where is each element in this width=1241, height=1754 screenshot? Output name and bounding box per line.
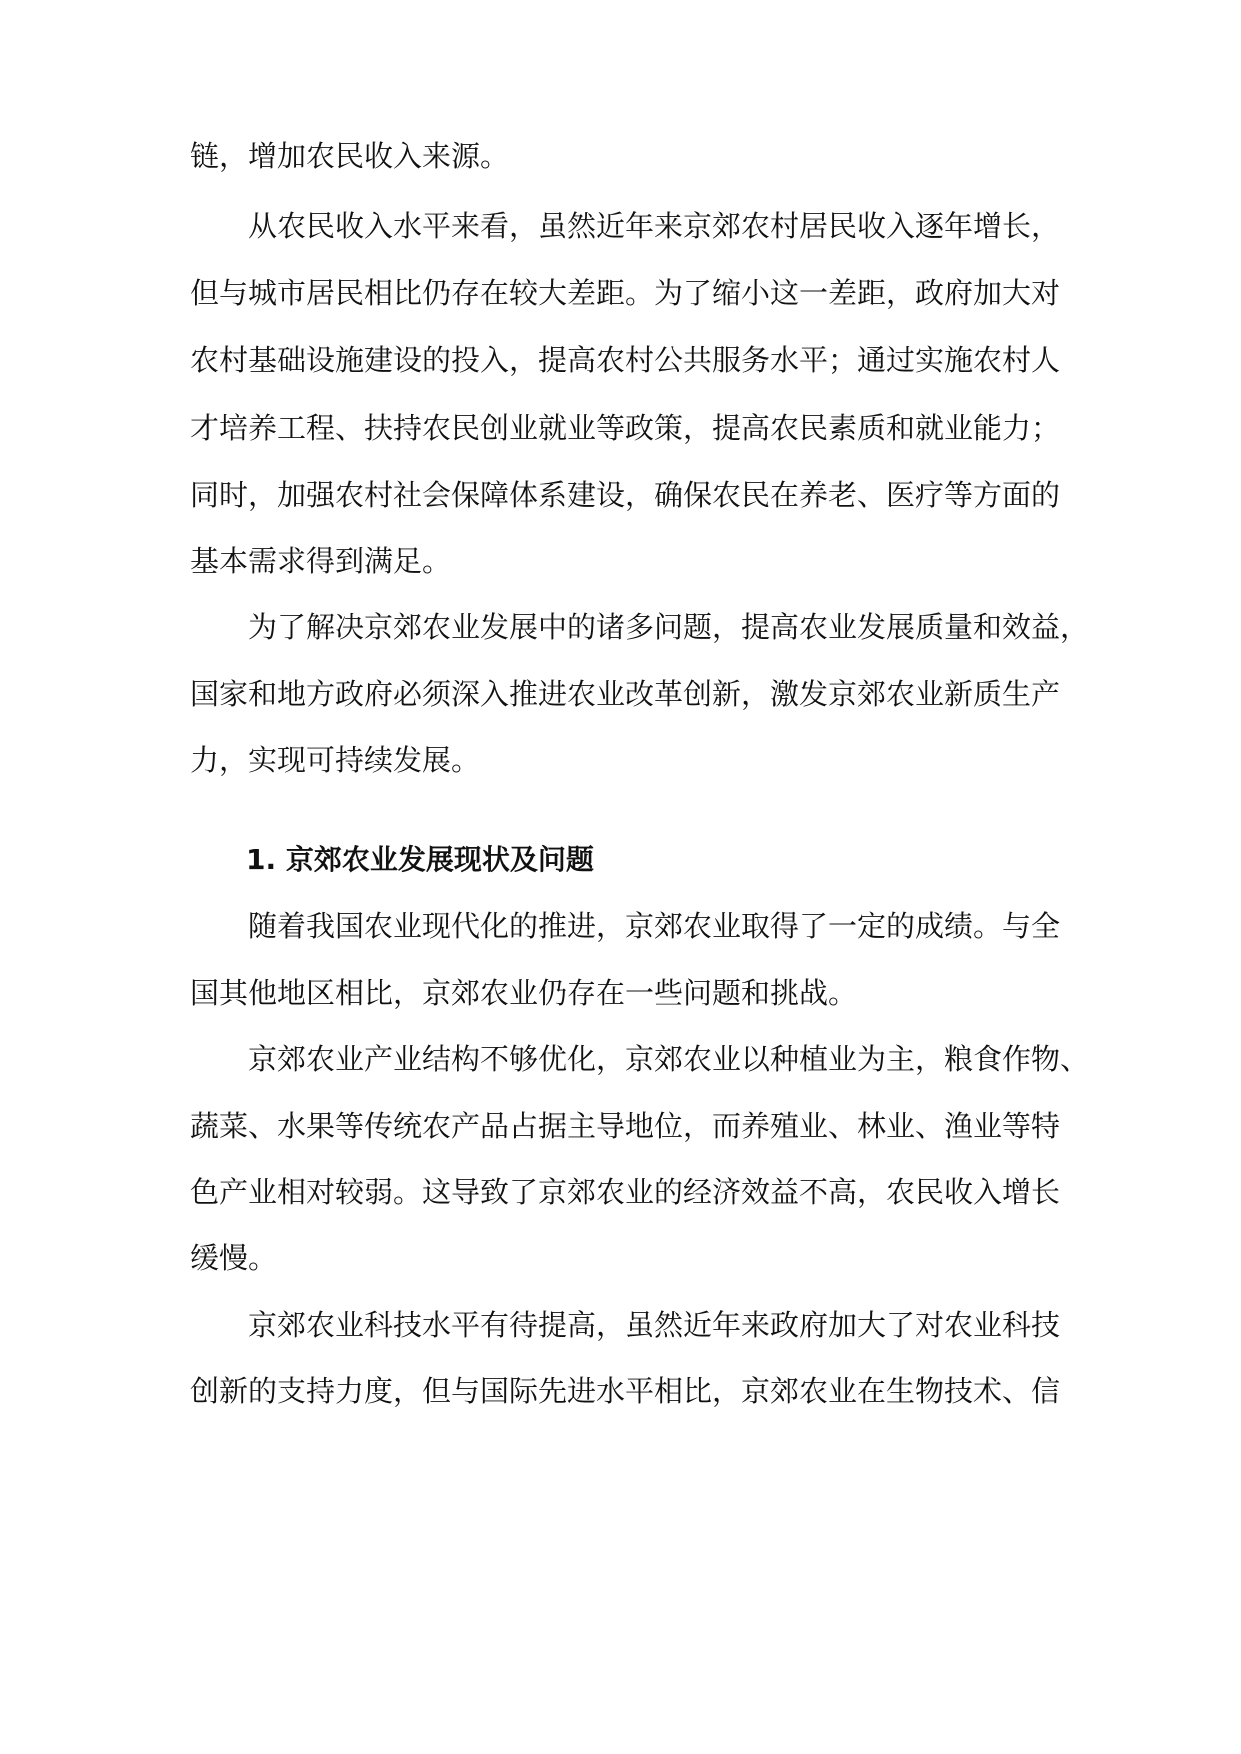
paragraph-line: 力，实现可持续发展。 [190,743,481,777]
section-heading: 1. 京郊农业发展现状及问题 [246,843,594,876]
paragraph-line: 农村基础设施建设的投入，提高农村公共服务水平；通过实施农村人 [190,343,1061,377]
paragraph-line: 但与城市居民相比仍存在较大差距。为了缩小这一差距，政府加大对 [190,276,1061,310]
paragraph-line: 缓慢。 [190,1241,278,1275]
paragraph-line: 从农民收入水平来看，虽然近年来京郊农村居民收入逐年增长， [248,209,1061,243]
paragraph-line: 国其他地区相比，京郊农业仍存在一些问题和挑战。 [190,976,858,1010]
paragraph-line: 随着我国农业现代化的推进，京郊农业取得了一定的成绩。与全 [248,909,1061,943]
paragraph-line: 同时，加强农村社会保障体系建设，确保农民在养老、医疗等方面的 [190,478,1061,512]
paragraph-line: 才培养工程、扶持农民创业就业等政策，提高农民素质和就业能力； [190,411,1061,445]
paragraph-line: 京郊农业产业结构不够优化，京郊农业以种植业为主，粮食作物、 [248,1042,1090,1076]
paragraph-line: 蔬菜、水果等传统农产品占据主导地位，而养殖业、林业、渔业等特 [190,1109,1061,1143]
paragraph-line: 为了解决京郊农业发展中的诸多问题，提高农业发展质量和效益， [248,610,1090,644]
paragraph-line: 基本需求得到满足。 [190,544,452,578]
paragraph-line: 京郊农业科技水平有待提高，虽然近年来政府加大了对农业科技 [248,1308,1061,1342]
paragraph-line: 色产业相对较弱。这导致了京郊农业的经济效益不高，农民收入增长 [190,1175,1061,1209]
paragraph-line: 链，增加农民收入来源。 [190,139,510,173]
paragraph-line: 创新的支持力度，但与国际先进水平相比，京郊农业在生物技术、信 [190,1374,1061,1408]
paragraph-line: 国家和地方政府必须深入推进农业改革创新，激发京郊农业新质生产 [190,677,1061,711]
